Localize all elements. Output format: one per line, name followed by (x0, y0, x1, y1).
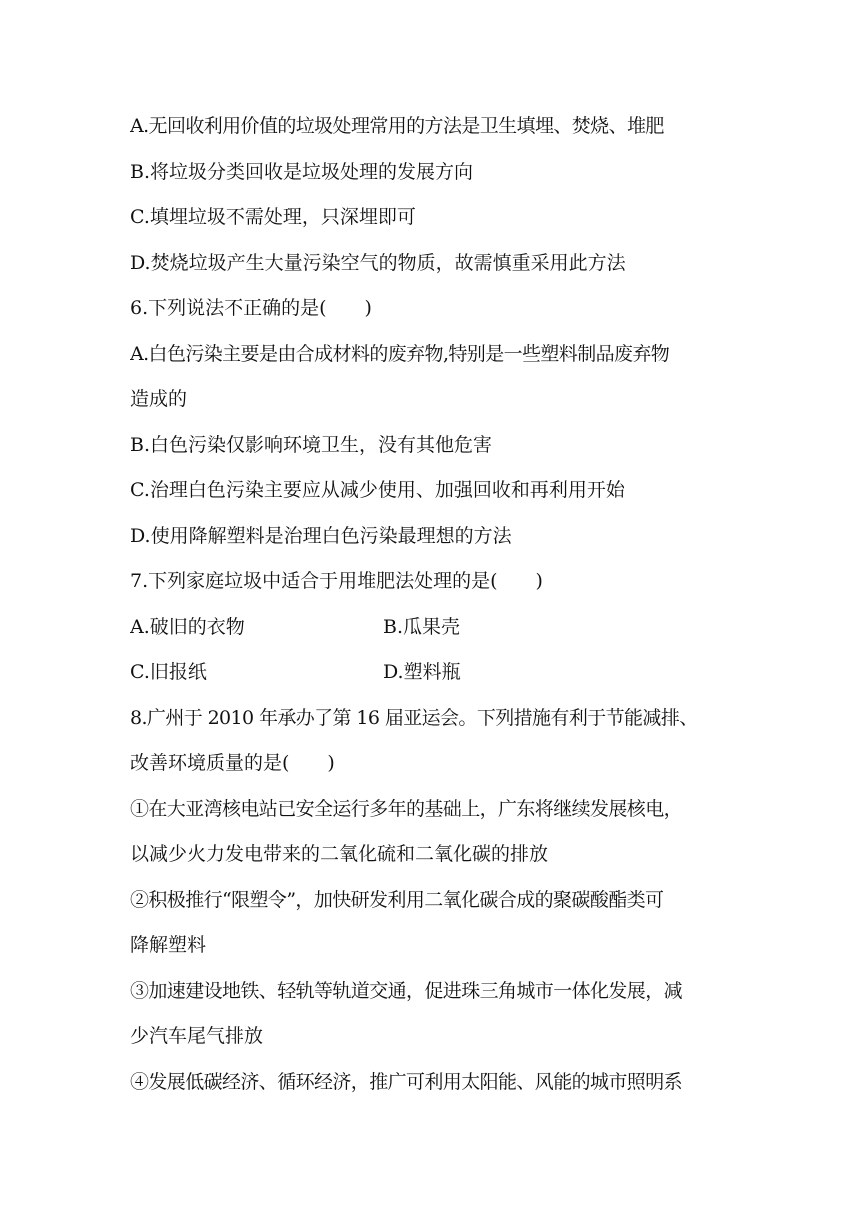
q8-item-3-line-2: 少汽车尾气排放 (130, 1025, 264, 1047)
q5-option-d: D.焚烧垃圾产生大量污染空气的物质，故需慎重采用此方法 (130, 251, 626, 274)
q7-option-d: D.塑料瓶 (383, 661, 461, 683)
q7-options-row-1 (130, 605, 740, 651)
q8-item-4-line-1: ④发展低碳经济、循环经济，推广可利用太阳能、风能的城市照明系 (130, 1070, 683, 1093)
q7-option-a: A.破旧的衣物 (130, 615, 245, 638)
q8-item-2-line-2: 降解塑料 (130, 934, 207, 956)
q8-item-3-line-1: ③加速建设地铁、轻轨等轨道交通，促进珠三角城市一体化发展，减 (130, 979, 683, 1002)
q5-option-c: C.填埋垃圾不需处理，只深埋即可 (130, 206, 416, 228)
q8-stem-line-1: 8.广州于 2010 年承办了第 16 届亚运会。下列措施有利于节能减排、 (130, 706, 698, 729)
q7-stem: 7.下列家庭垃圾中适合于用堆肥法处理的是( ) (130, 570, 543, 592)
q7-option-b: B.瓜果壳 (383, 615, 461, 638)
q6-stem: 6.下列说法不正确的是( ) (130, 297, 372, 319)
q6-option-c: C.治理白色污染主要应从减少使用、加强回收和再利用开始 (130, 479, 625, 501)
q6-option-d: D.使用降解塑料是治理白色污染最理想的方法 (130, 524, 512, 547)
question-text-block (130, 104, 740, 1105)
q6-option-b: B.白色污染仅影响环境卫生，没有其他危害 (130, 433, 493, 456)
q5-option-a: A.无回收利用价值的垃圾处理常用的方法是卫生填埋、焚烧、堆肥 (130, 115, 664, 137)
q6-option-a-line-2: 造成的 (130, 388, 188, 410)
q8-item-1-line-2: 以减少火力发电带来的二氧化硫和二氧化碳的排放 (130, 843, 549, 865)
q7-options-row-2 (130, 650, 740, 696)
q7-option-c: C.旧报纸 (130, 661, 207, 683)
q5-option-b: B.将垃圾分类回收是垃圾处理的发展方向 (130, 160, 474, 183)
q8-stem-line-2: 改善环境质量的是( ) (130, 752, 335, 774)
q8-item-1-line-1: ①在大亚湾核电站已安全运行多年的基础上，广东将继续发展核电， (130, 797, 683, 820)
q8-item-2-line-1: ②积极推行“限塑令”，加快研发利用二氧化碳合成的聚碳酸酯类可 (130, 888, 664, 911)
q6-option-a-line-1: A.白色污染主要是由合成材料的废弃物,特别是一些塑料制品废弃物 (130, 342, 670, 365)
